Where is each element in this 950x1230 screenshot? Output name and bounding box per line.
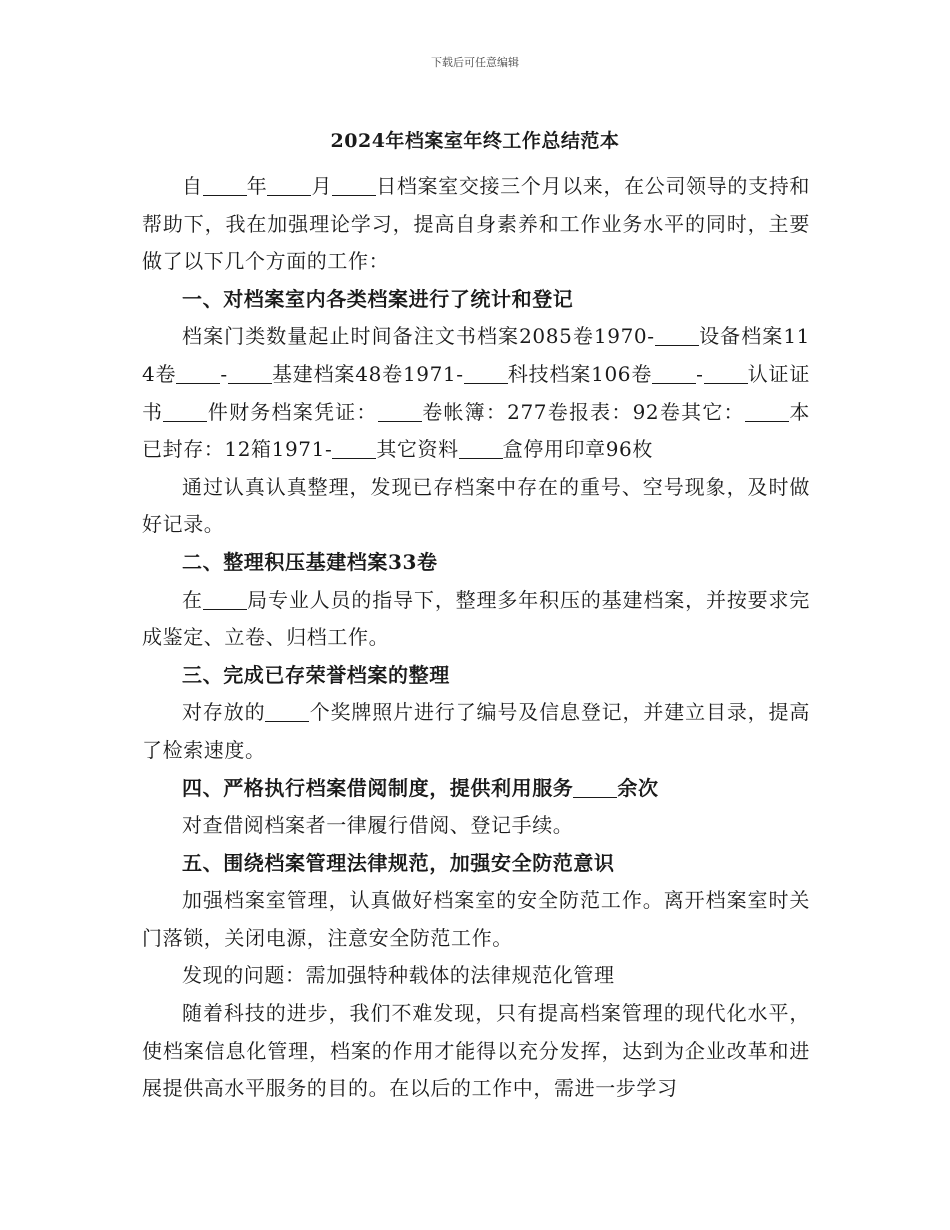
section-heading xyxy=(142,770,810,808)
paragraph-text: 盒停用印章96枚 xyxy=(502,437,653,462)
paragraph-text: 三、完成已存荣誉档案的整理 xyxy=(182,662,450,687)
body-paragraph xyxy=(142,882,810,957)
fill-in-blank xyxy=(203,175,247,196)
fill-in-blank xyxy=(163,401,207,422)
paragraph-text: 日档案室交接三个月以来，在公司领导的支持和帮助下，我在加强理论学习，提高自身素养和工作业务水平的同时，主要做了以下几个方面的工作： xyxy=(142,174,811,274)
paragraph-text: 随着科技的进步，我们不难发现，只有提高档案管理的现代化水平，使档案信息化管理，档案的作用才能得以充分发挥，达到为企业改革和进展提供高水平服务的目的。在以后的工作中，需进一步学习 xyxy=(142,1001,810,1101)
paragraph-text: 本已封存：12箱1971- xyxy=(142,399,810,462)
fill-in-blank xyxy=(464,363,508,384)
paragraph-text: 五、围绕档案管理法律规范，加强安全防范意识 xyxy=(182,850,615,875)
fill-in-blank xyxy=(652,363,696,384)
paragraph-text: 档案门类数量起止时间备注文书档案2085卷1970- xyxy=(182,324,655,349)
fill-in-blank xyxy=(745,401,789,422)
fill-in-blank xyxy=(573,777,617,798)
paragraph-text: 认证证书 xyxy=(142,361,810,424)
paragraph-text: 个奖牌照片进行了编号及信息登记，并建立目录，提高了检索速度。 xyxy=(142,700,810,762)
fill-in-blank xyxy=(704,363,748,384)
paragraph-text: 年 xyxy=(246,174,268,198)
paragraph-text: 卷帐簿：277卷报表：92卷其它： xyxy=(421,399,745,424)
paragraph-text: 对查借阅档案者一律履行借阅、登记手续。 xyxy=(182,813,574,838)
fill-in-blank xyxy=(655,325,699,346)
paragraph-text: 发现的问题：需加强特种载体的法律规范化管理 xyxy=(182,963,615,988)
fill-in-blank xyxy=(459,438,503,459)
body-paragraph xyxy=(142,582,810,657)
section-heading xyxy=(142,281,810,319)
paragraph-text: 科技档案106卷 xyxy=(507,361,653,386)
document-title: 2024年档案室年终工作总结范本 xyxy=(330,130,620,152)
fill-in-blank xyxy=(228,363,272,384)
fill-in-blank xyxy=(176,363,220,384)
body-paragraph xyxy=(142,168,810,281)
body-paragraph xyxy=(142,694,810,769)
paragraph-text: 二、整理积压基建档案33卷 xyxy=(182,549,438,574)
paragraph-text: 通过认真认真整理，发现已存档案中存在的重号、空号现象，及时做好记录。 xyxy=(142,474,810,537)
body-paragraph xyxy=(142,469,810,544)
header-note: 下载后可任意编辑 xyxy=(431,56,519,69)
paragraph-text: 在 xyxy=(182,587,203,612)
paragraph-text: 对存放的 xyxy=(182,700,266,725)
section-heading xyxy=(142,657,810,695)
paragraph-text: 其它资料 xyxy=(376,437,459,462)
paragraph-text: 月 xyxy=(311,174,333,198)
section-heading xyxy=(142,845,810,883)
paragraph-text: - xyxy=(696,361,704,386)
body-paragraph xyxy=(142,318,810,468)
paragraph-text: 自 xyxy=(182,174,203,198)
document-body xyxy=(142,168,810,1108)
paragraph-text: 加强档案室管理，认真做好档案室的安全防范工作。离开档案室时关门落锁，关闭电源，注意安全防范工作。 xyxy=(142,888,810,950)
body-paragraph xyxy=(142,957,810,995)
fill-in-blank xyxy=(378,401,422,422)
fill-in-blank xyxy=(265,701,309,722)
section-heading xyxy=(142,544,810,582)
paragraph-text: 件财务档案凭证： xyxy=(207,399,378,424)
paragraph-text: 局专业人员的指导下，整理多年积压的基建档案，并按要求完成鉴定、立卷、归档工作。 xyxy=(142,587,810,650)
fill-in-blank xyxy=(332,438,376,459)
paragraph-text: 基建档案48卷1971- xyxy=(271,361,464,386)
paragraph-text: 一、对档案室内各类档案进行了统计和登记 xyxy=(182,286,574,311)
paragraph-text: 余次 xyxy=(617,775,659,800)
fill-in-blank xyxy=(267,175,311,196)
paragraph-text: 四、严格执行档案借阅制度，提供利用服务 xyxy=(182,775,574,800)
fill-in-blank xyxy=(332,175,376,196)
fill-in-blank xyxy=(203,589,247,610)
body-paragraph xyxy=(142,995,810,1108)
body-paragraph xyxy=(142,807,810,845)
paragraph-text: - xyxy=(220,361,228,386)
paragraph-text: 设备档案114卷 xyxy=(142,324,810,386)
